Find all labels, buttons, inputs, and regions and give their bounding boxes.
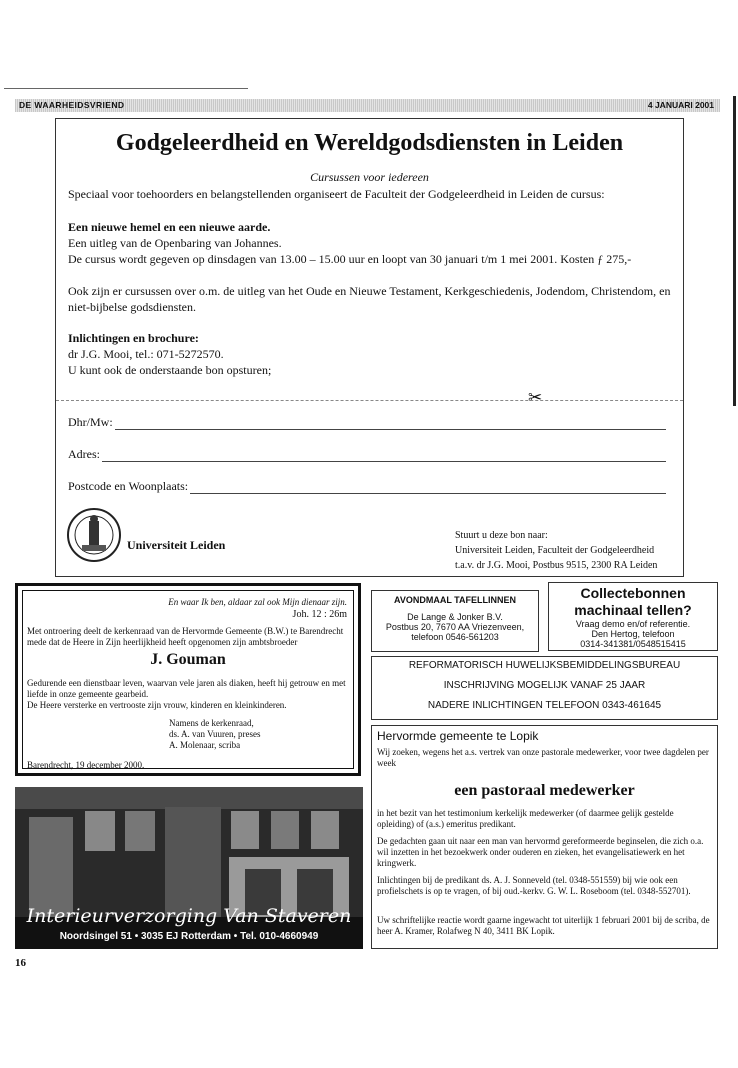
- tafellinnen-line: Postbus 20, 7670 AA Vriezenveen,: [385, 622, 525, 632]
- issue-date: 4 JANUARI 2001: [647, 100, 714, 110]
- other-courses: Ook zijn er cursussen over o.m. de uitleg van het Oude en Nieuwe Testament, Kerkgeschiedenis, Jodendom, Christendom, en niet-bijbelse godsdiensten.: [68, 284, 671, 314]
- name-field[interactable]: [68, 415, 666, 430]
- postcode-label: Postcode en Woonplaats:: [68, 479, 189, 493]
- lopik-paragraph: in het bezit van het testimonium kerkelijk medewerker (of daarmee gelijk gestelde opleiding) of (a.s.) emeritus predikant.: [377, 808, 674, 829]
- lopik-intro: Wij zoeken, wegens het a.s. vertrek van onze pastorale medewerker, voor twee dagdelen per week: [377, 747, 709, 768]
- collecte-line: 0314-341381/0548515415: [580, 639, 686, 649]
- address-field[interactable]: [68, 447, 666, 462]
- tafellinnen-line: telefoon 0546-561203: [411, 632, 499, 642]
- address-label: Adres:: [68, 447, 100, 461]
- course-description: Een uitleg van de Openbaring van Johannes.: [68, 236, 282, 250]
- obituary-text: De Heere versterke en vertrooste zijn vrouw, kinderen en kleinkinderen.: [27, 700, 287, 710]
- collecte-line: Vraag demo en/of referentie.: [575, 619, 691, 629]
- collecte-title: Collectebonnen: [580, 585, 686, 601]
- signature-line: Namens de kerkenraad,: [169, 718, 254, 728]
- info-contact: dr J.G. Mooi, tel.: 071-5272570.: [68, 347, 224, 361]
- lopik-vacancy-ad: [371, 725, 718, 949]
- deceased-name: J. Gouman: [150, 651, 226, 668]
- info-coupon-note: U kunt ook de onderstaande bon opsturen;: [68, 363, 272, 377]
- tafellinnen-line: De Lange & Jonker B.V.: [407, 612, 503, 622]
- collecte-line: Den Hertog, telefoon: [591, 629, 675, 639]
- lopik-paragraph: De gedachten gaan uit naar een man van hervormd gereformeerde beginselen, die zich o.a. wil inzetten in het bezoekwerk onder ouderen en zieken, het evangelisatiewerk en het kringwerk.: [377, 836, 704, 868]
- send-line: Universiteit Leiden, Faculteit der Godgeleerdheid: [455, 545, 655, 556]
- send-line: Stuurt u deze bon naar:: [455, 530, 548, 541]
- collecte-title: machinaal tellen?: [574, 602, 692, 618]
- collectebonnen-ad: [548, 582, 718, 651]
- ad-title: Godgeleerdheid en Wereldgodsdiensten in Leiden: [115, 130, 624, 156]
- send-address: [455, 528, 657, 573]
- signature-line: ds. A. van Vuuren, preses: [169, 729, 261, 739]
- obituary-signature: [169, 718, 261, 751]
- tafellinnen-ad: [371, 590, 539, 652]
- scissors-icon: ✂: [528, 388, 543, 407]
- obituary-reference: Joh. 12 : 26m: [292, 609, 347, 620]
- info-title: Inlichtingen en brochure:: [68, 331, 199, 345]
- page-number: 16: [15, 957, 26, 969]
- huwelijk-line: NADERE INLICHTINGEN TELEFOON 0343-461645: [427, 700, 662, 711]
- huwelijk-line: INSCHRIJVING MOGELIJK VANAF 25 JAAR: [443, 680, 646, 691]
- signature-line: A. Molenaar, scriba: [169, 740, 241, 750]
- obituary-text: Gedurende een dienstbaar leven, waarvan vele jaren als diaken, heeft hij getrouw en met liefde in onze gemeente gearbeid.: [27, 678, 346, 699]
- shop-ad: [15, 787, 363, 949]
- obituary-intro: Met ontroering deelt de kerkenraad van de Hervormde Gemeente (B.W.) te Barendrecht mede dat de Heere in Zijn heerlijkheid heeft opgenomen zijn ambtsbroeder: [27, 626, 344, 647]
- page-header: [15, 99, 720, 112]
- top-rule: [4, 88, 248, 89]
- name-label: Dhr/Mw:: [68, 415, 113, 429]
- send-line: t.a.v. dr J.G. Mooi, Postbus 9515, 2300 RA Leiden: [455, 560, 658, 571]
- obituary-place-date: Barendrecht, 19 december 2000.: [27, 760, 145, 770]
- huwelijk-line: REFORMATORISCH HUWELIJKSBEMIDDELINGSBUREAU: [408, 660, 681, 671]
- cut-line: [56, 400, 683, 401]
- obituary-notice: [15, 583, 361, 776]
- publication-name: DE WAARHEIDSVRIEND: [19, 100, 125, 110]
- obituary-quote: En waar Ik ben, aldaar zal ook Mijn dienaar zijn.: [168, 597, 347, 607]
- intro-text: Speciaal voor toehoorders en belangstellenden organiseert de Faculteit der Godgeleerdheid in Leiden de cursus:: [68, 187, 605, 201]
- shop-address: Noordsingel 51 • 3035 EJ Rotterdam • Tel. 010-4660949: [59, 931, 319, 942]
- margin-rule: [733, 96, 736, 406]
- course-schedule: De cursus wordt gegeven op dinsdagen van 13.00 – 15.00 uur en loopt van 30 januari t/m 1 mei 2001. Kosten ƒ 275,-: [68, 252, 632, 266]
- university-name: Universiteit Leiden: [127, 538, 226, 552]
- huwelijksbureau-ad: [371, 656, 718, 720]
- course-title: Een nieuwe hemel en een nieuwe aarde.: [68, 220, 271, 234]
- lopik-paragraph: Inlichtingen bij de predikant ds. A. J. Sonneveld (tel. 0348-551559) bij wie ook een profielschets is op te vragen, of bij oud.-kerkv. G. W. L. Roseboom (tel. 0348-552701).: [377, 875, 691, 896]
- lopik-header: Hervormde gemeente te Lopik: [377, 729, 539, 743]
- university-seal-icon: [66, 507, 122, 563]
- lopik-position: een pastoraal medewerker: [454, 782, 635, 799]
- lopik-paragraph: Uw schriftelijke reactie wordt gaarne ingewacht tot uiterlijk 1 februari 2001 bij de scriba, de heer A. Kramer, Rolafweg N 40, 3411 BK Lopik.: [377, 915, 710, 936]
- postcode-field[interactable]: [68, 479, 666, 494]
- shop-name: Interieurverzorging Van Staveren: [26, 905, 352, 927]
- tafellinnen-title: AVONDMAAL TAFELLINNEN: [394, 595, 516, 605]
- ad-subtitle: Cursussen voor iedereen: [310, 170, 429, 184]
